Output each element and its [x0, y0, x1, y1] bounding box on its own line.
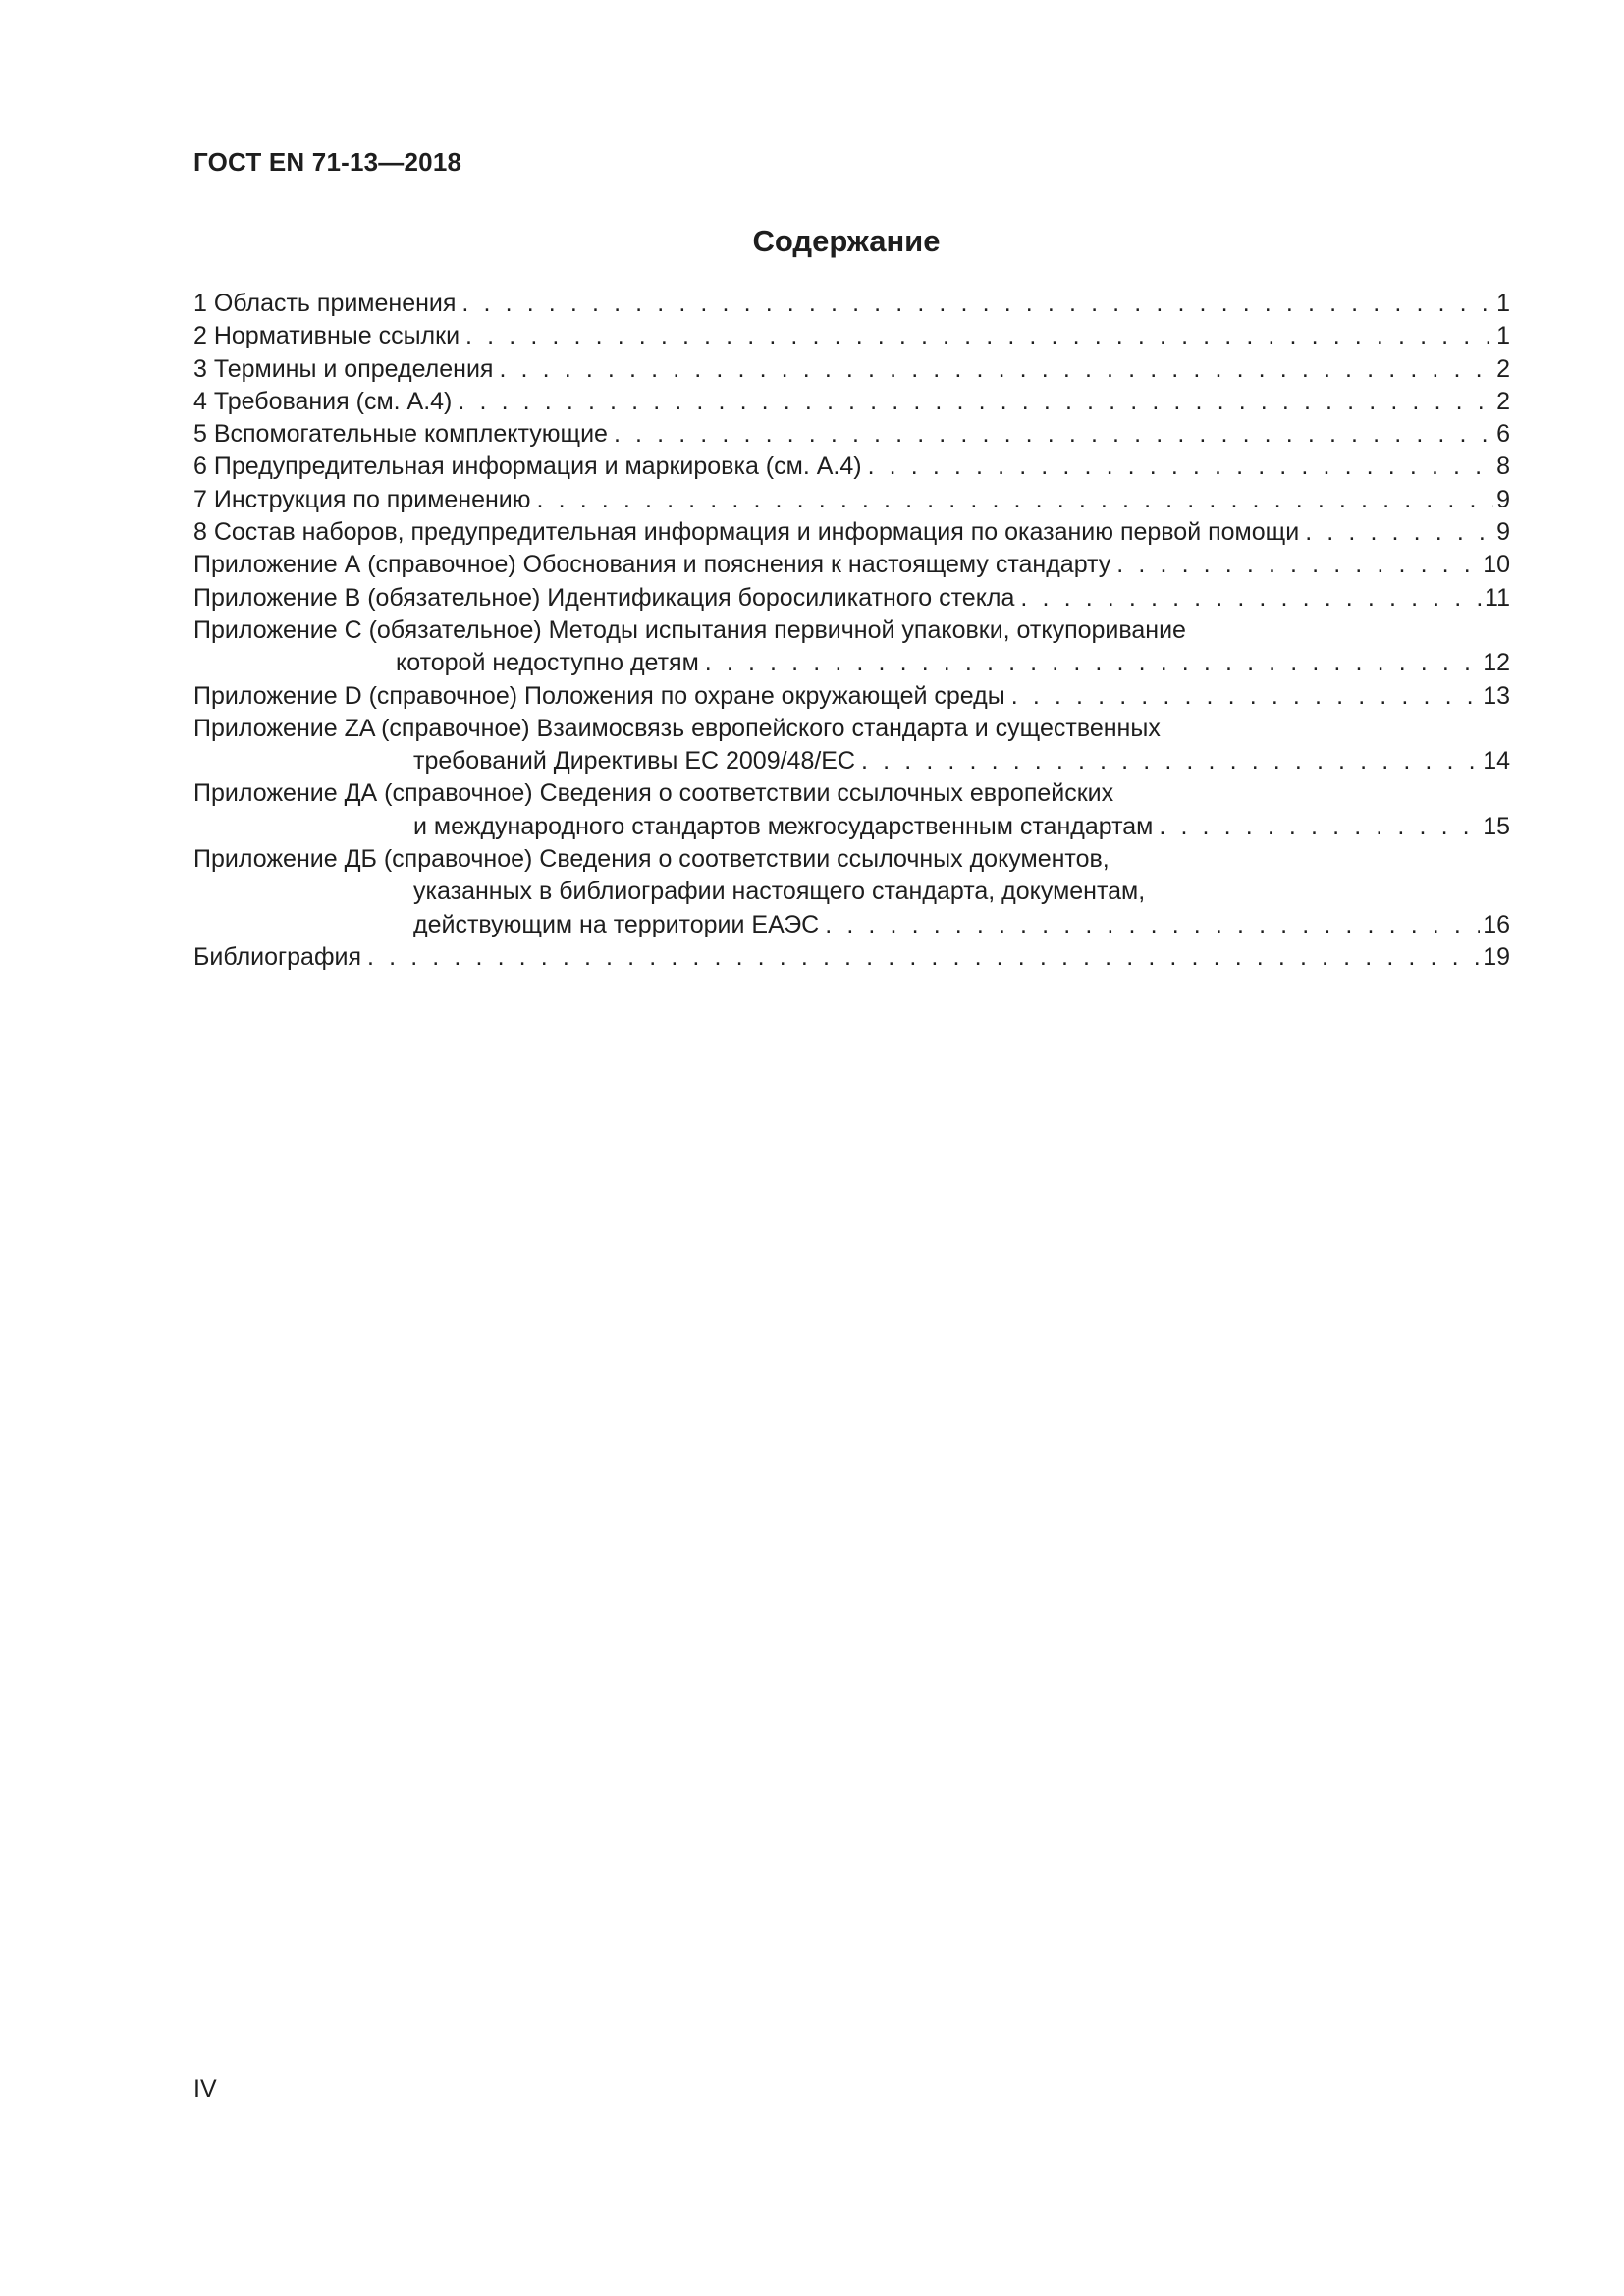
toc-page-number: 1 — [1496, 290, 1510, 317]
toc-entry-text: 3 Термины и определения — [193, 354, 494, 383]
toc-page-number: 9 — [1496, 518, 1510, 547]
toc-entry-text: Приложение В (обязательное) Идентификация боросиликатного стекла — [193, 583, 1015, 612]
toc-entry-text: 8 Состав наборов, предупредительная информация и информация по оказанию первой помощи — [193, 518, 1300, 547]
toc-page-number: 6 — [1496, 420, 1510, 449]
toc-page-number: 13 — [1483, 681, 1510, 710]
toc-entry-text-continued: требований Директивы ЕС 2009/48/ЕС — [413, 747, 856, 775]
dot-leader — [537, 484, 1494, 516]
toc-entry-text: Приложение ДБ (справочное) Сведения о соответствии ссылочных документов, — [193, 845, 1110, 874]
toc-entry-text: 5 Вспомогательные комплектующие — [193, 420, 608, 449]
toc-page-number: 9 — [1496, 485, 1510, 513]
dot-leader — [868, 451, 1494, 483]
toc-entry-text: 2 Нормативные ссылки — [193, 322, 460, 350]
document-code: ГОСТ EN 71-13—2018 — [193, 147, 462, 177]
dot-leader — [1011, 680, 1480, 713]
dot-leader — [499, 353, 1493, 386]
toc-entry-text-continued: и международного стандартов межгосударственным стандартам — [413, 812, 1154, 840]
table-of-contents — [193, 288, 1510, 974]
dot-leader — [705, 647, 1480, 679]
toc-page-number: 11 — [1485, 583, 1510, 612]
dot-leader — [367, 941, 1480, 974]
page-number: IV — [193, 2075, 217, 2103]
toc-entry[interactable] — [193, 484, 1510, 516]
toc-entry-text-continued: действующим на территории ЕАЭС — [413, 910, 820, 938]
toc-page-number: 2 — [1496, 354, 1510, 383]
toc-entry[interactable] — [193, 418, 1510, 451]
toc-entry-text: Приложение D (справочное) Положения по охране окружающей среды — [193, 681, 1005, 710]
toc-entry[interactable] — [193, 680, 1510, 713]
toc-entry-text: Приложение ZA (справочное) Взаимосвязь европейского стандарта и существенных — [193, 714, 1161, 742]
dot-leader — [1305, 516, 1493, 549]
toc-page-number: 1 — [1496, 322, 1510, 350]
toc-entry-text: 6 Предупредительная информация и маркировка (см. А.4) — [193, 453, 862, 481]
toc-entry[interactable] — [193, 549, 1510, 581]
toc-page-number: 15 — [1483, 812, 1510, 840]
toc-entry-text: 7 Инструкция по применению — [193, 485, 531, 513]
toc-entry-text: 1 Область применения — [193, 290, 457, 317]
toc-entry[interactable] — [193, 843, 1510, 941]
dot-leader — [1159, 811, 1480, 843]
toc-page-number: 19 — [1483, 942, 1510, 971]
toc-page-number: 16 — [1483, 910, 1510, 938]
toc-entry[interactable] — [193, 941, 1510, 974]
toc-page-number: 2 — [1496, 387, 1510, 415]
dot-leader — [1020, 582, 1482, 614]
toc-entry-text: Библиография — [193, 942, 362, 971]
toc-entry-text: Приложение С (обязательное) Методы испытания первичной упаковки, откупоривание — [193, 615, 1186, 644]
toc-page-number: 14 — [1483, 747, 1510, 775]
toc-entry[interactable] — [193, 516, 1510, 549]
toc-page-number: 8 — [1496, 453, 1510, 481]
toc-entry-text-continued: указанных в библиографии настоящего стандарта, документам, — [413, 878, 1146, 906]
dot-leader — [861, 745, 1480, 777]
toc-entry[interactable] — [193, 777, 1510, 843]
toc-entry[interactable] — [193, 353, 1510, 386]
dot-leader — [825, 909, 1480, 941]
toc-entry[interactable] — [193, 614, 1510, 680]
dot-leader — [614, 418, 1493, 451]
toc-entry[interactable] — [193, 288, 1510, 320]
toc-entry-text: Приложение ДА (справочное) Сведения о соответствии ссылочных европейских — [193, 779, 1114, 808]
toc-entry[interactable] — [193, 451, 1510, 483]
toc-title: Содержание — [752, 224, 941, 258]
toc-entry-text: 4 Требования (см. А.4) — [193, 387, 453, 415]
dot-leader — [1116, 549, 1480, 581]
toc-entry[interactable] — [193, 320, 1510, 352]
toc-entry-text-continued: которой недоступно детям — [396, 649, 699, 677]
dot-leader — [461, 288, 1493, 320]
toc-entry[interactable] — [193, 582, 1510, 614]
toc-page-number: 10 — [1483, 551, 1510, 579]
toc-page-number: 12 — [1483, 649, 1510, 677]
dot-leader — [458, 386, 1493, 418]
dot-leader — [465, 320, 1493, 352]
toc-entry[interactable] — [193, 713, 1510, 778]
toc-entry[interactable] — [193, 386, 1510, 418]
toc-entry-text: Приложение А (справочное) Обоснования и пояснения к настоящему стандарту — [193, 551, 1111, 579]
